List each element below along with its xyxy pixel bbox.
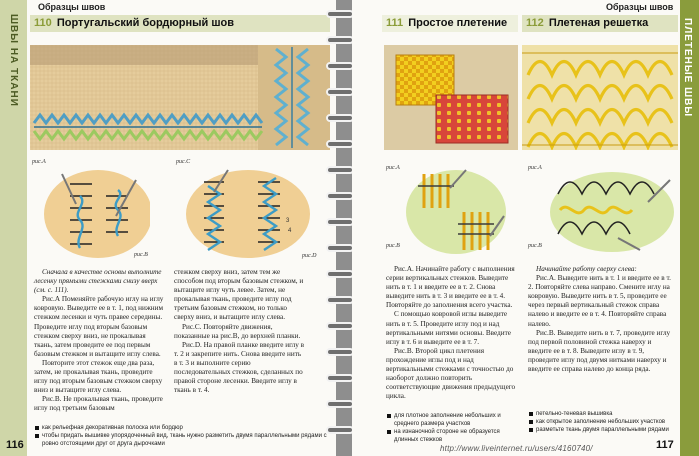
instruction-paragraph: Повторите этот стежок еще два раза, затем, не прокалывая ткань, проведите иглу под вторым базовым стежком сверху вниз и вытащите иглу слева. (34, 358, 163, 395)
spiral-ring (326, 244, 354, 252)
tip-item: чтобы придать вышивке упорядоченный вид, ткань нужно разметить двумя параллельными рядами с ровно отстоящими друг от друга дырочками (34, 432, 330, 448)
tip-item: для плотное заполнение небольших и среднего размера участков (386, 412, 518, 428)
portuguese-border-stitch-image (30, 45, 330, 150)
fig-112-a-label: рис.A (528, 165, 542, 171)
stitch-110-title (30, 15, 330, 32)
stitch-111-tips (386, 412, 518, 444)
stitch-112-number: 112 (526, 17, 544, 29)
spiral-ring (326, 322, 354, 330)
right-page-number: 117 (656, 439, 674, 451)
fig-110-b-label: рис.B (134, 252, 148, 258)
instruction-paragraph: Рис.D. На правой планке введите иглу в т. 2 и закрепите нить. Снова введите нить в т. 3 и выполните серию последовательных стежков, сделанных по правой стороне лесенки. Введите иглу в ткань в т. 4. (174, 340, 305, 395)
fig-110-a-label: рис.A (32, 159, 46, 165)
tip-item: петельно-теневая вышивка (528, 410, 678, 418)
spiral-ring (326, 400, 354, 408)
diagram-cd-image (184, 166, 314, 262)
instruction-paragraph: Рис.В. Не прокалывая ткань, проведите иглу под третьим базовым (34, 395, 163, 413)
tip-item: разметьте ткань двумя параллельными рядами (528, 426, 678, 434)
stitch-112-tips (528, 410, 678, 434)
spiral-ring (326, 166, 354, 174)
spiral-ring (326, 88, 354, 96)
instruction-paragraph: Рис.В. Второй цикл плетения прохождение иглы под и над вертикальными стежками с точностью до наоборот должно повторить соответствующие движения предыдущего цикла. (386, 346, 516, 401)
instruction-paragraph: Рис.С. Повторяйте движения, показанные на рис.В, до верхней планки. (174, 322, 301, 340)
instruction-paragraph: Рис.А. Начинайте работу с выполнения серии вертикальных стежков. Выведите нить в т. 1 и введите ее в т. 2. Снова выведите нить в т. 3 и введите ее в т. 4. Повторяйте до заполнения всего участка. (386, 265, 515, 310)
stitch-111-diagram (404, 166, 508, 256)
spiral-ring (326, 140, 354, 148)
stitch-110-name: Португальский бордюрный шов (56, 17, 235, 29)
fig-111-b-label: рис.B (386, 243, 400, 249)
tip-item: как открытое заполнение небольших участков (528, 418, 678, 426)
instruction-paragraph: стежком сверху вниз, затем тем же способом под вторым базовым стежком, и вытащите иглу чуть левее. Затем, не прокалывая ткань, проведите иглу под третьим базовым стежком, но только сверху вниз, и вытащите иглу слева. (174, 268, 304, 322)
left-page (0, 0, 336, 456)
stitch-110-tips (34, 424, 330, 448)
stitch-112-title (522, 15, 678, 32)
spiral-ring (326, 270, 354, 278)
stitch-111-name: Простое плетение (408, 17, 508, 29)
left-side-band-label: ШВЫ НА ТКАНИ (8, 14, 19, 107)
stitch-112-instructions (528, 265, 676, 374)
stitch-111-number: 111 (386, 17, 404, 29)
fig-111-a-label: рис.A (386, 165, 400, 171)
fig-110-d-label: рис.D (302, 253, 317, 259)
instruction-paragraph: Начинайте работу сверху слева: (536, 265, 637, 273)
stitch-111-photo (384, 45, 518, 150)
instruction-paragraph: Рис.В. Выведите нить в т. 7, проведите иглу под первой половиной стежка наверху и введите ее в т. 8. Выведите иглу в т. 9, проведите иглу под двумя нитками наверху и введите ее справа налево до конца ряда. (528, 328, 671, 374)
left-side-band (0, 0, 27, 456)
spiral-ring (326, 296, 354, 304)
diagram-ab-image (40, 166, 150, 262)
tip-item: на изнаночной стороне не образуется длинных стежков (386, 428, 518, 444)
stitch-110-diagram-cd (184, 166, 314, 262)
stitch-112-name: Плетеная решетка (548, 17, 649, 29)
spiral-ring (326, 114, 354, 122)
stitch-110-instructions-col2 (174, 268, 306, 395)
stitch-111-instructions (386, 265, 518, 401)
stitch-112-diagram (548, 168, 676, 256)
stitch-111-title (382, 15, 518, 32)
stitch-112-photo (522, 45, 678, 150)
right-page (352, 0, 699, 456)
right-section-title: Образцы швов (606, 2, 674, 12)
spiral-ring (326, 426, 354, 434)
instruction-paragraph: Сначала в качестве основы выполните лесенку прямыми стежками снизу вверх (см. с. 111). (34, 268, 162, 295)
instruction-paragraph: Рис.А Поменяйте рабочую иглу на иглу ковровую. Выведите ее в т. 1, под нижним стежком лесенки и чуть правее середины. Проведите иглу под вторым базовым стежком сверху вниз, не прокалывая ткань, затем проведите ее под первым базовым стежком и вытащите иглу слева. (34, 295, 164, 358)
right-side-band (680, 0, 699, 456)
spiral-ring (326, 192, 354, 200)
left-section-title: Образцы швов (38, 2, 106, 12)
right-side-band-label: ПЛЕТЕНЫЕ ШВЫ (682, 18, 693, 118)
simple-weaving-image (384, 45, 518, 150)
left-page-number: 116 (6, 439, 24, 451)
stitch-110-instructions-col1 (34, 268, 164, 414)
spiral-ring (326, 10, 354, 18)
spiral-ring (326, 36, 354, 44)
stitch-110-photo (30, 45, 330, 150)
spiral-ring (326, 218, 354, 226)
diagram-111-image (404, 166, 508, 256)
stitch-110-diagram-ab (40, 166, 150, 262)
instruction-paragraph: С помощью ковровой иглы выведите нить в т. 5. Проведите иглу под и над вертикальными нитями основы. Введите иглу в т. 6 и выведите ее в т. 7. (386, 310, 511, 346)
woven-lattice-image (522, 45, 678, 150)
fig-112-b-label: рис.B (528, 243, 542, 249)
diagram-112-image (548, 168, 676, 256)
spiral-ring (326, 348, 354, 356)
instruction-paragraph: Рис.А. Выведите нить в т. 1 и введите ее в т. 2. Повторяйте слева направо. Смените иглу на ковровую. Выведите нить в т. 5, проведите ее через первый вертикальный стежок справа налево и введите ее в т. 4. Повторяйте справа налево. (528, 274, 671, 328)
spiral-ring (326, 374, 354, 382)
fig-110-c-label: рис.C (176, 159, 191, 165)
svg-text:3: 3 (286, 218, 290, 224)
stitch-110-number: 110 (34, 17, 52, 29)
footer-url: http://www.liveinternet.ru/users/4160740/ (440, 444, 593, 453)
svg-text:4: 4 (288, 228, 292, 234)
spiral-ring (326, 62, 354, 70)
tip-item: как рельефная декоративная полоска или бордюр (34, 424, 330, 432)
